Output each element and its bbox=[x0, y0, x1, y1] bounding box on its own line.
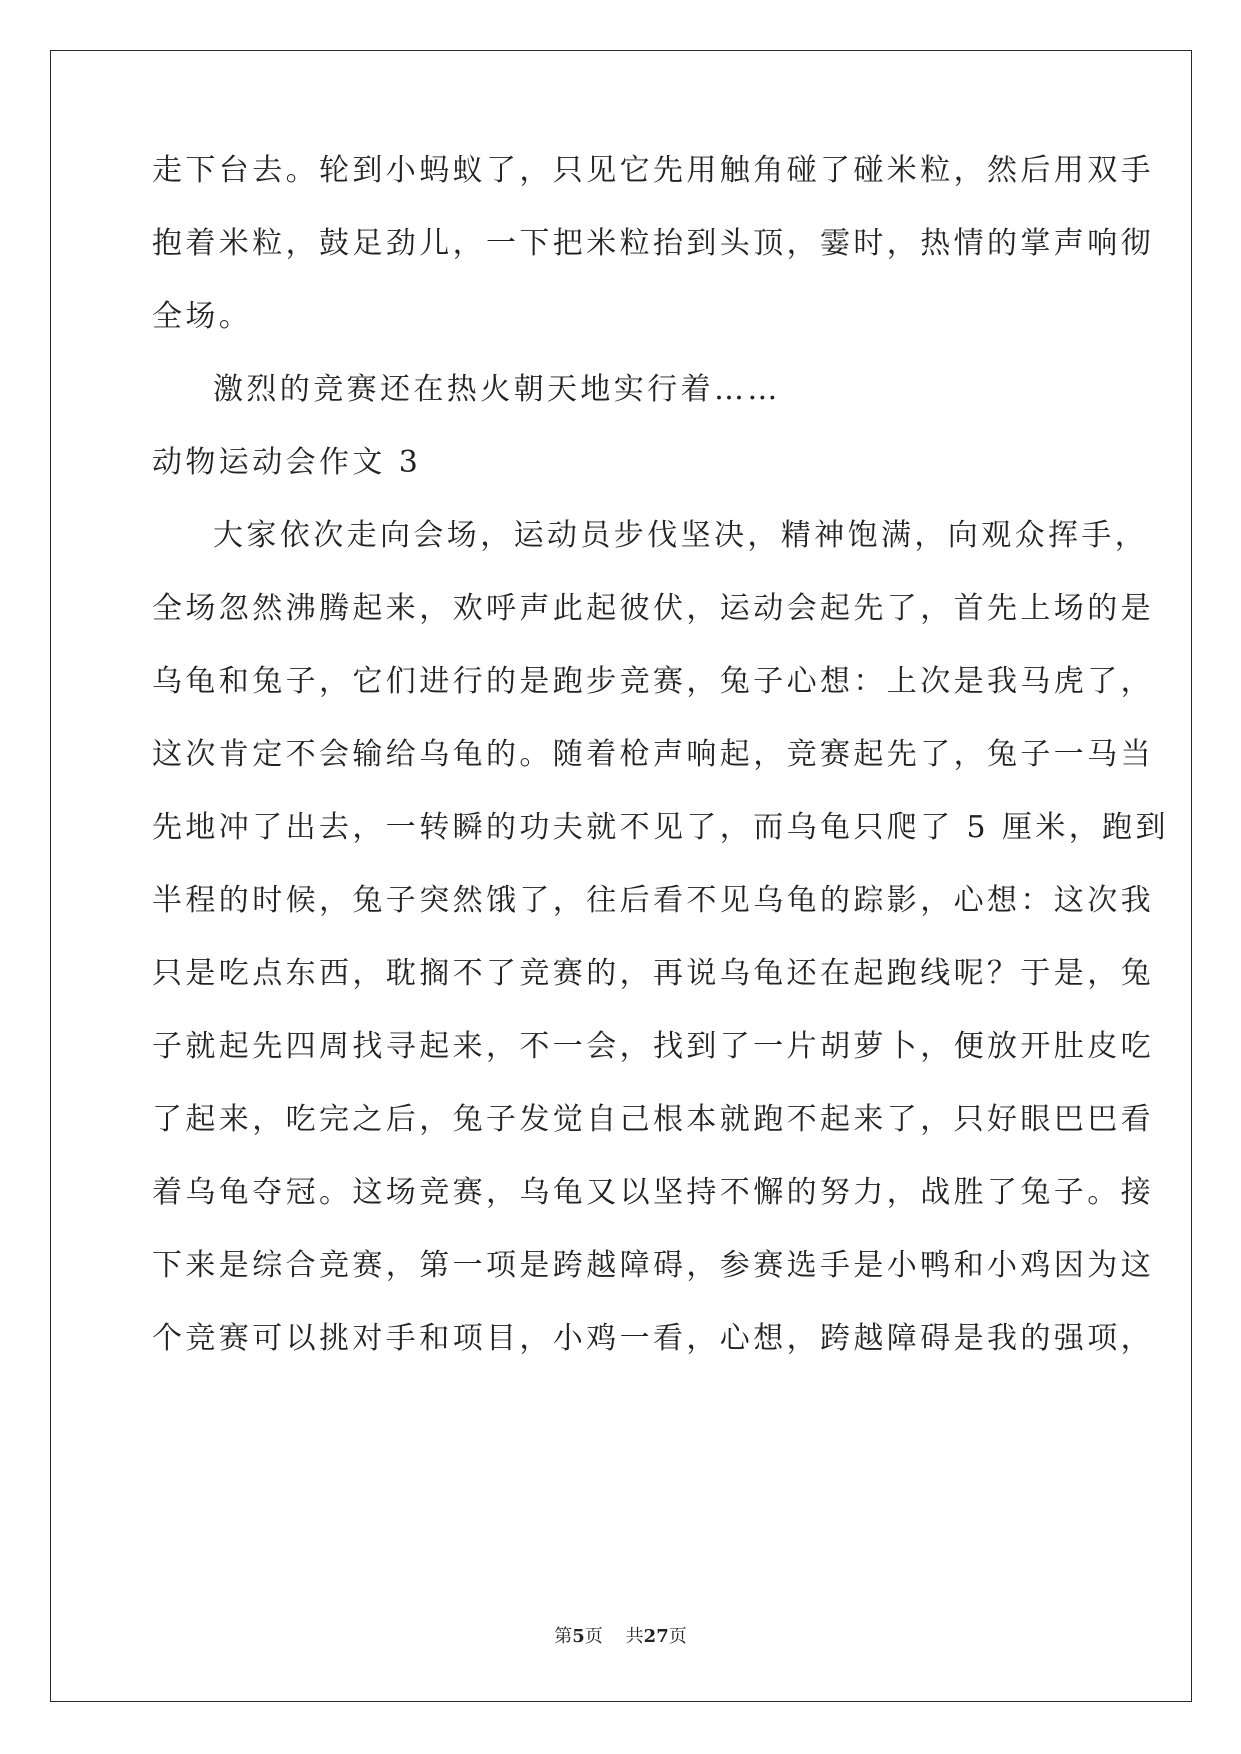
text-line: 全场。 bbox=[152, 299, 253, 334]
footer-page-suffix: 页 bbox=[584, 1626, 603, 1647]
text-line: 全场忽然沸腾起来，欢呼声此起彼伏，运动会起先了，首先上场的是 bbox=[152, 591, 1154, 626]
footer-page-number: 5 bbox=[572, 1626, 585, 1647]
text-line: 乌龟和兔子，它们进行的是跑步竞赛，兔子心想：上次是我马虎了， bbox=[152, 664, 1154, 699]
footer-total-suffix: 页 bbox=[668, 1626, 687, 1647]
text-line: 大家依次走向会场，运动员步伐坚决，精神饱满，向观众挥手， bbox=[213, 518, 1149, 553]
text-line: 激烈的竞赛还在热火朝天地实行着…… bbox=[213, 372, 781, 407]
page-footer bbox=[0, 1622, 1241, 1648]
text-line: 个竞赛可以挑对手和项目，小鸡一看，心想，跨越障碍是我的强项， bbox=[152, 1321, 1154, 1356]
section-heading: 动物运动会作文 3 bbox=[152, 445, 422, 480]
text-line: 抱着米粒，鼓足劲儿，一下把米粒抬到头顶，霎时，热情的掌声响彻 bbox=[152, 226, 1154, 261]
text-line: 了起来，吃完之后，兔子发觉自己根本就跑不起来了，只好眼巴巴看 bbox=[152, 1102, 1154, 1137]
footer-total-pages: 27 bbox=[643, 1626, 669, 1647]
text-line: 着乌龟夺冠。这场竞赛，乌龟又以坚持不懈的努力，战胜了兔子。接 bbox=[152, 1175, 1154, 1210]
text-line: 下来是综合竞赛，第一项是跨越障碍，参赛选手是小鸭和小鸡因为这 bbox=[152, 1248, 1154, 1283]
text-line: 半程的时候，兔子突然饿了，往后看不见乌龟的踪影，心想：这次我 bbox=[152, 883, 1154, 918]
text-line: 这次肯定不会输给乌龟的。随着枪声响起，竞赛起先了，兔子一马当 bbox=[152, 737, 1154, 772]
text-line: 只是吃点东西，耽搁不了竞赛的，再说乌龟还在起跑线呢？于是，兔 bbox=[152, 956, 1154, 991]
footer-page-prefix: 第 bbox=[554, 1626, 573, 1647]
footer-total-prefix: 共 bbox=[625, 1626, 644, 1647]
text-line: 走下台去。轮到小蚂蚁了，只见它先用触角碰了碰米粒，然后用双手 bbox=[152, 153, 1154, 188]
text-line: 先地冲了出去，一转瞬的功夫就不见了，而乌龟只爬了 5 厘米，跑到 bbox=[152, 810, 1169, 845]
text-line: 子就起先四周找寻起来，不一会，找到了一片胡萝卜，便放开肚皮吃 bbox=[152, 1029, 1154, 1064]
